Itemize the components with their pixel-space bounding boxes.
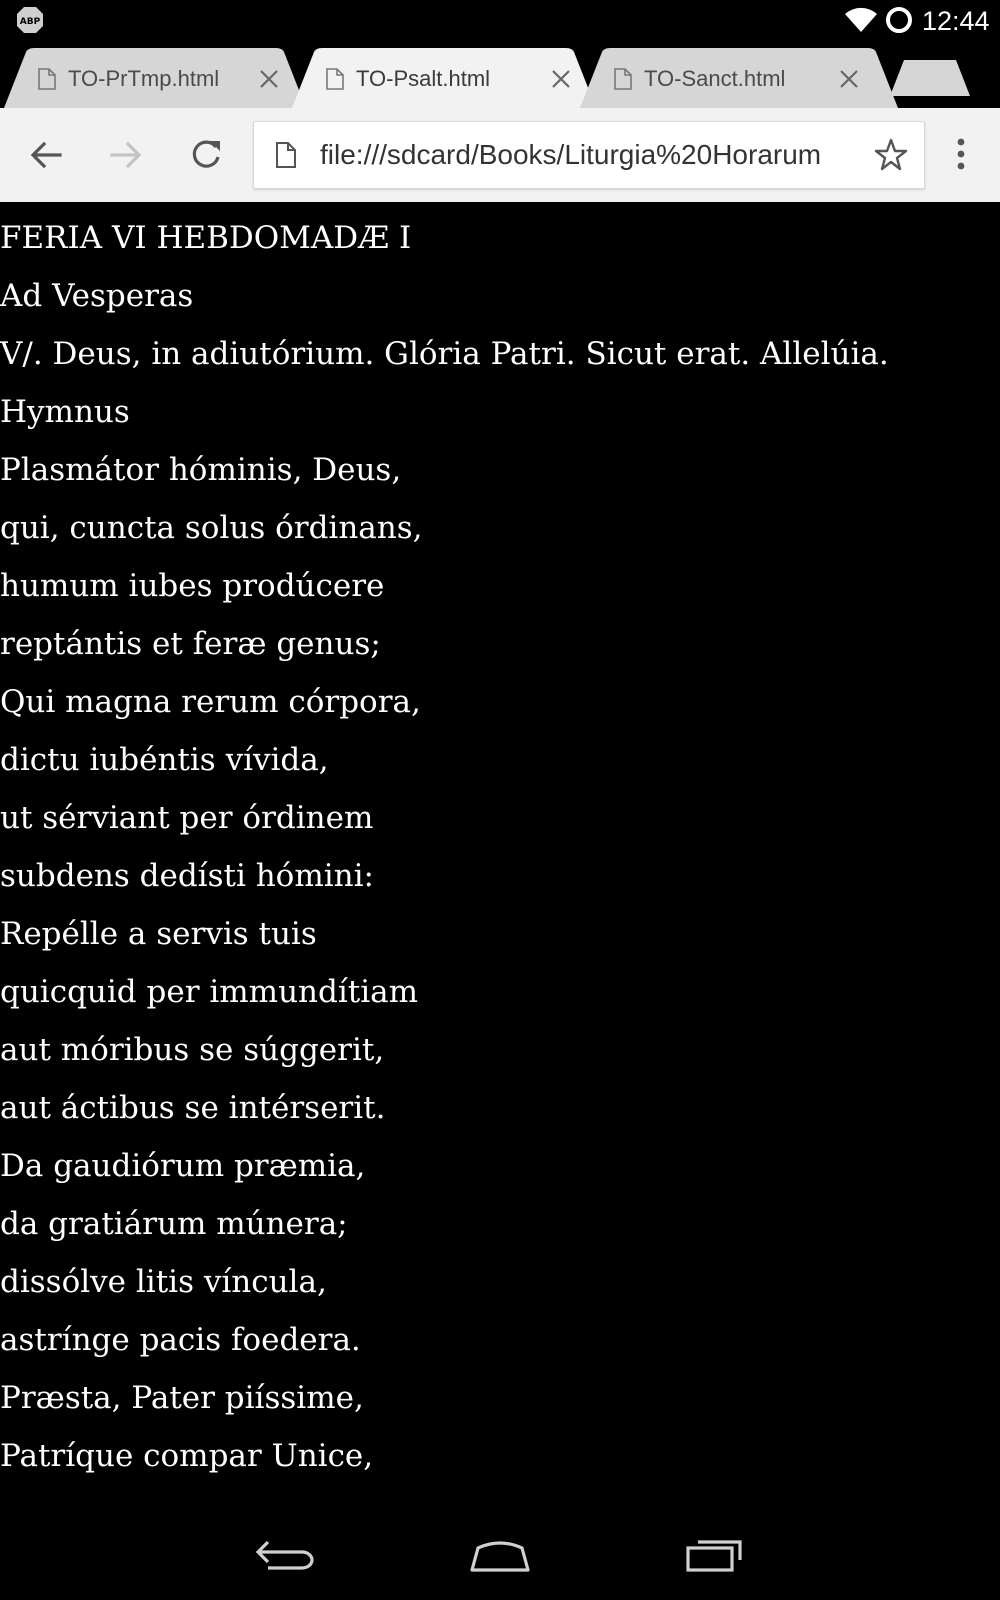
text-line: Repélle a servis tuis [0,916,317,952]
text-line: da gratiárum múnera; [0,1206,348,1242]
nav-recents-icon[interactable] [674,1530,754,1580]
sync-icon [884,5,914,35]
back-icon[interactable] [22,131,70,179]
text-line: dictu iubéntis vívida, [0,742,329,778]
navigation-bar [0,1510,1000,1600]
text-line: dissólve litis víncula, [0,1264,327,1300]
forward-icon[interactable] [102,131,150,179]
tab-title: TO-Sanct.html [644,66,786,91]
file-icon [326,68,344,90]
svg-text:ABP: ABP [19,17,41,27]
browser-toolbar [0,108,1000,202]
text-line: Patríque compar Unice, [0,1438,374,1474]
wifi-icon [844,6,878,34]
tab-prtmp[interactable] [4,48,306,108]
text-line: astrínge pacis foedera. [0,1322,361,1358]
text-line: qui, cuncta solus órdinans, [0,510,423,546]
tab-sanct[interactable] [580,48,898,108]
reload-icon[interactable] [182,131,230,179]
page-icon [276,142,296,168]
text-line: V/. Deus, in adiutórium. Glória Patri. Sicut erat. Allelúia. [0,336,889,372]
text-line: Qui magna rerum córpora, [0,684,421,720]
text-line: aut áctibus se intérserit. [0,1090,386,1126]
tab-title: TO-Psalt.html [356,66,491,91]
close-icon[interactable] [550,68,572,90]
nav-home-icon[interactable] [460,1530,540,1580]
tab-psalt[interactable] [292,48,596,108]
text-line: Hymnus [0,394,130,430]
close-icon[interactable] [258,68,280,90]
text-line: ut sérviant per órdinem [0,800,374,836]
text-line: reptántis et feræ genus; [0,626,381,662]
close-icon[interactable] [838,68,860,90]
page-content [0,202,1000,1510]
text-line: Præsta, Pater piíssime, [0,1380,364,1416]
text-line: Ad Vesperas [0,278,194,314]
abp-icon [16,6,44,34]
menu-icon[interactable] [946,136,976,176]
address-bar[interactable] [253,121,925,189]
file-icon [614,68,632,90]
page-heading: FERIA VI HEBDOMADÆ I [0,220,412,256]
new-tab-button[interactable] [890,60,970,96]
text-line: Da gaudiórum præmia, [0,1148,366,1184]
text-line: subdens dedísti hómini: [0,858,374,894]
tab-strip [0,42,1000,108]
text-line: Plasmátor hóminis, Deus, [0,452,402,488]
tab-title: TO-PrTmp.html [68,66,220,91]
file-icon [38,68,56,90]
url-text[interactable]: file:///sdcard/Books/Liturgia%20Horarum [320,139,822,170]
star-icon[interactable] [874,138,908,172]
text-line: quicquid per immundítiam [0,974,419,1010]
nav-back-icon[interactable] [246,1530,326,1580]
status-bar [0,0,1000,42]
text-line: humum iubes prodúcere [0,568,385,604]
status-time: 12:44 [922,6,990,36]
text-line: aut móribus se súggerit, [0,1032,385,1068]
